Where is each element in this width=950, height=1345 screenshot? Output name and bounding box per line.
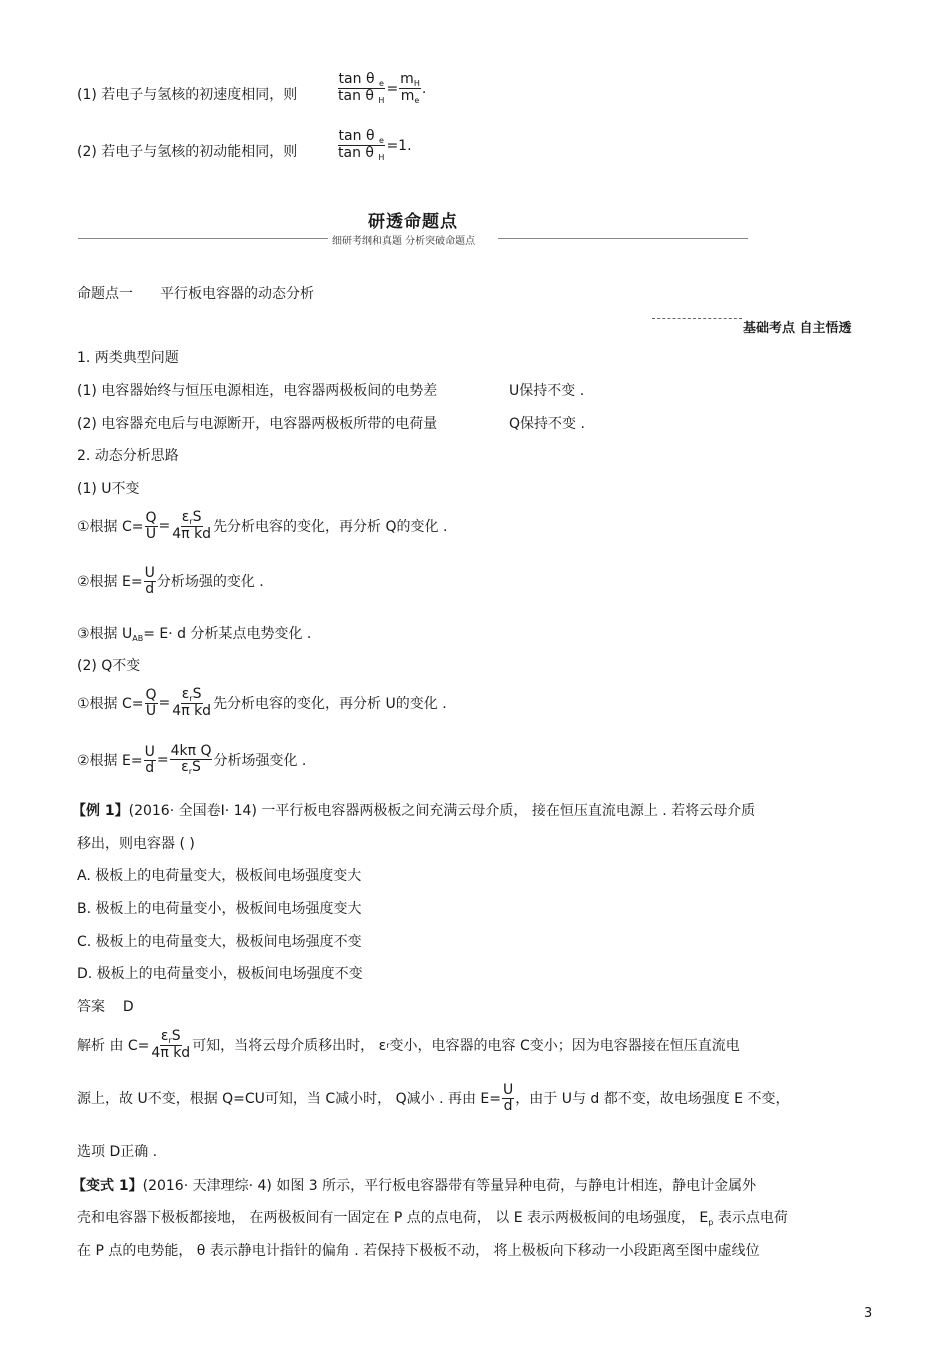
section-rule-right	[498, 238, 748, 239]
sub-q-constant: (2) Q不变	[77, 658, 141, 674]
intro-line-1-text: (1) 若电子与氢核的初速度相同，则	[77, 87, 298, 103]
page-number: 3	[864, 1306, 873, 1321]
topic-label: 命题点一	[77, 286, 133, 302]
para-2b: Q保持不变 .	[509, 416, 585, 432]
rule-u-3: ③根据 $U_{AB}= E\cdot d$ 分析某点电势变化 .	[77, 626, 312, 643]
variant-line-1: 【变式 1】(2016· 天津理综· 4) 如图 3 所示，平行板电容器带有等量异种电荷，与静电计相连，静电计金属外	[72, 1178, 757, 1194]
variant-line-3: 在 P 点的电势能， θ 表示静电计指针的偏角 . 若保持下极板不动， 将上极板向下移动一小段距离至图中虚线位	[77, 1243, 760, 1259]
option-b: B. 极板上的电荷量变小，极板间电场强度变大	[77, 901, 362, 917]
option-c: C. 极板上的电荷量变大，极板间电场强度不变	[77, 934, 362, 950]
para-1b: U保持不变 .	[509, 383, 585, 399]
answer: 答案 D	[77, 999, 134, 1015]
intro-formula-2: $\frac{\tan \theta _e}{\tan \theta _H}$ =1.	[338, 128, 412, 163]
topic-tag-arrow	[652, 318, 742, 319]
topic-title: 平行板电容器的动态分析	[160, 286, 314, 302]
intro-formula-1: $\frac{\tan \theta _e}{\tan \theta _H}$ = $\frac{m_H}{m_e}$ .	[338, 71, 427, 106]
section-title: 研透命题点	[368, 212, 458, 232]
para-1a: (1) 电容器始终与恒压电源相连，电容器两极板间的电势差	[77, 383, 438, 399]
para-2a: (2) 电容器充电后与电源断开，电容器两极板所带的电荷量	[77, 416, 438, 432]
topic-tag: 基础考点 自主悟透	[743, 321, 852, 336]
rule-u-1: ①根据 C= $\frac{Q}{U}$ = $\frac{\varepsilon_rS}{\text{4π kd}}$ 先分析电容的变化，再分析 Q的变化 .	[77, 509, 448, 543]
sub-u-constant: (1) U不变	[77, 481, 140, 497]
section-rule-left	[78, 238, 328, 239]
section-subtitle: 细研考纲和真题 分析突破命题点	[332, 236, 476, 247]
analysis-line-2: 源上，故 U不变，根据 Q=CU可知，当 C减小时， Q减小 . 再由 E= $\frac{U}{d}$ ，由于 U与 d 都不变，故电场强度 E 不变，	[77, 1082, 790, 1114]
option-d: D. 极板上的电荷量变小，极板间电场强度不变	[77, 966, 363, 982]
heading-analysis: 2. 动态分析思路	[77, 448, 179, 464]
example-line-1: 【例 1】(2016· 全国卷Ⅰ· 14) 一平行板电容器两极板之间充满云母介质， 接在恒压直流电源上 . 若将云母介质	[72, 803, 756, 819]
heading-typical-problems: 1. 两类典型问题	[77, 350, 179, 366]
analysis-line-1: 解析 由 C= $\frac{\varepsilon_rS}{\text{4π kd}}$ 可知，当将云母介质移出时， ε r 变小，电容器的电容 C变小；因为电容器接在恒压直流电	[77, 1028, 740, 1062]
example-line-2: 移出，则电容器 ( )	[77, 836, 195, 852]
analysis-line-3: 选项 D正确 .	[77, 1144, 158, 1160]
rule-q-1: ①根据 C= $\frac{Q}{U}$ = $\frac{\varepsilon_rS}{\text{4π kd}}$ 先分析电容的变化，再分析 U的变化 .	[77, 686, 447, 720]
rule-q-2: ②根据 E= $\frac{U}{d}$ = $\frac{\text{4kπ Q}}{\varepsilon_rS}$ 分析场强变化 .	[77, 743, 307, 776]
option-a: A. 极板上的电荷量变大，极板间电场强度变大	[77, 868, 362, 884]
rule-u-2: ②根据 E= $\frac{U}{d}$ 分析场强的变化 .	[77, 565, 264, 597]
intro-line-2-text: (2) 若电子与氢核的初动能相同，则	[77, 144, 298, 160]
variant-line-2: 壳和电容器下极板都接地， 在两极板间有一固定在 P 点的点电荷， 以 E 表示两极板间的电场强度， $E_p$ 表示点电荷	[77, 1210, 788, 1227]
